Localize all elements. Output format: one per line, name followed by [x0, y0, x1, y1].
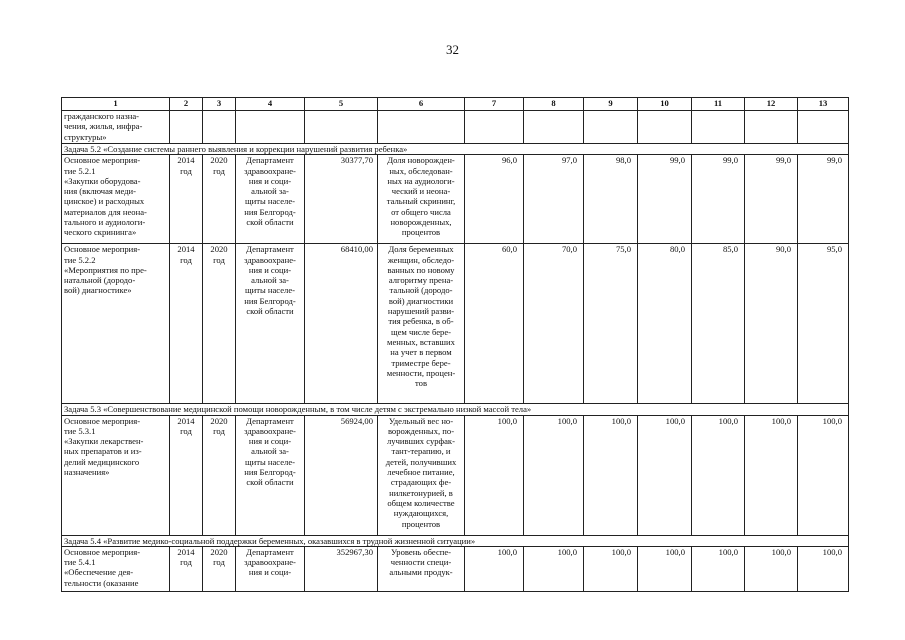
executor-cell: Департамент здравоохране- ния и соци- альной за- щиты населе- ния Белгород- ской области	[236, 155, 305, 244]
funding-cell: 352967,30	[305, 546, 378, 591]
value-cell: 100,0	[465, 415, 524, 535]
end-year-cell: 2020 год	[203, 415, 236, 535]
value-cell: 95,0	[798, 244, 849, 404]
col-header-11: 11	[692, 98, 745, 111]
funding-cell: 30377,70	[305, 155, 378, 244]
task-row-5-4	[62, 535, 849, 546]
funding-cell: 56924,00	[305, 415, 378, 535]
value-cell: 100,0	[524, 546, 584, 591]
value-cell: 100,0	[584, 415, 638, 535]
value-cell: 99,0	[745, 155, 798, 244]
indicator-cell: Доля беременных женщин, обследо- ванных по новому алгоритму прена- тальной (дородо- вой) диагностики нарушений разви- тия ребенка, в об- щем числе бере- менных, вставших на учет в первом триместре бере- менности, процен- тов	[378, 244, 465, 404]
start-year-cell: 2014 год	[170, 244, 203, 404]
end-year-cell: 2020 год	[203, 546, 236, 591]
table-row-5-2-2	[62, 244, 849, 404]
value-cell: 75,0	[584, 244, 638, 404]
task-heading: Задача 5.2 «Создание системы раннего выявления и коррекции нарушений развития ребенка»	[62, 144, 849, 155]
end-year-cell: 2020 год	[203, 244, 236, 404]
task-heading: Задача 5.4 «Развитие медико-социальной поддержки беременных, оказавшихся в трудной жизненной ситуации»	[62, 535, 849, 546]
value-cell: 100,0	[524, 415, 584, 535]
executor-cell: Департамент здравоохране- ния и соци-	[236, 546, 305, 591]
col-header-7: 7	[465, 98, 524, 111]
header-row	[62, 98, 849, 111]
table-row-5-2-1	[62, 155, 849, 244]
value-cell: 99,0	[692, 155, 745, 244]
value-cell: 85,0	[692, 244, 745, 404]
start-year-cell: 2014 год	[170, 546, 203, 591]
page-number: 32	[446, 42, 459, 57]
value-cell: 99,0	[638, 155, 692, 244]
value-cell: 80,0	[638, 244, 692, 404]
col-header-13: 13	[798, 98, 849, 111]
value-cell: 100,0	[638, 546, 692, 591]
value-cell: 100,0	[745, 415, 798, 535]
executor-cell: Департамент здравоохране- ния и соци- альной за- щиты населе- ния Белгород- ской области	[236, 415, 305, 535]
value-cell: 60,0	[465, 244, 524, 404]
value-cell: 100,0	[465, 546, 524, 591]
col-header-1: 1	[62, 98, 170, 111]
value-cell: 70,0	[524, 244, 584, 404]
end-year-cell: 2020 год	[203, 155, 236, 244]
value-cell: 98,0	[584, 155, 638, 244]
col-header-12: 12	[745, 98, 798, 111]
indicator-cell: Уровень обеспе- ченности специ- альными продук-	[378, 546, 465, 591]
value-cell: 100,0	[798, 546, 849, 591]
col-header-5: 5	[305, 98, 378, 111]
col-header-6: 6	[378, 98, 465, 111]
task-row-5-2	[62, 144, 849, 155]
value-cell: 100,0	[798, 415, 849, 535]
executor-cell: Департамент здравоохране- ния и соци- альной за- щиты населе- ния Белгород- ской области	[236, 244, 305, 404]
col-header-3: 3	[203, 98, 236, 111]
col-header-10: 10	[638, 98, 692, 111]
value-cell: 96,0	[465, 155, 524, 244]
value-cell: 100,0	[692, 415, 745, 535]
value-cell: 99,0	[798, 155, 849, 244]
program-table	[61, 97, 849, 592]
indicator-cell: Доля новорожден- ных, обследован- ных на аудиологи- ческий и неона- тальный скрининг, от общего числа новорожденных, процентов	[378, 155, 465, 244]
measure-name-cell: Основное мероприя- тие 5.2.1 «Закупки оборудова- ния (включая меди- цинское) и расходных материалов для неона- тального и аудиологи- ческого скрининга»	[62, 155, 170, 244]
col-header-2: 2	[170, 98, 203, 111]
value-cell: 100,0	[584, 546, 638, 591]
indicator-cell: Удельный вес но- ворожденных, по- лучивших сурфак- тант-терапию, и детей, получивших лечебное питание, страдающих фе- нилкетонурией, в общем количестве нуждающихся, процентов	[378, 415, 465, 535]
task-row-5-3	[62, 404, 849, 415]
col-header-8: 8	[524, 98, 584, 111]
value-cell: 97,0	[524, 155, 584, 244]
measure-name-cell: Основное мероприя- тие 5.3.1 «Закупки лекарствен- ных препаратов и из- делий медицинского назначения»	[62, 415, 170, 535]
table-row-5-4-1	[62, 546, 849, 591]
measure-name-cell: Основное мероприя- тие 5.4.1 «Обеспечение дея- тельности (оказание	[62, 546, 170, 591]
value-cell: 100,0	[745, 546, 798, 591]
col-header-9: 9	[584, 98, 638, 111]
value-cell: 100,0	[638, 415, 692, 535]
value-cell: 90,0	[745, 244, 798, 404]
funding-cell: 68410,00	[305, 244, 378, 404]
col-header-4: 4	[236, 98, 305, 111]
value-cell: 100,0	[692, 546, 745, 591]
measure-name-cell: Основное мероприя- тие 5.2.2 «Мероприятия по пре- натальной (дородо- вой) диагностике»	[62, 244, 170, 404]
table-row-5-3-1	[62, 415, 849, 535]
start-year-cell: 2014 год	[170, 415, 203, 535]
task-heading: Задача 5.3 «Совершенствование медицинской помощи новорожденным, в том числе детям с экстремально низкой массой тела»	[62, 404, 849, 415]
start-year-cell: 2014 год	[170, 155, 203, 244]
measure-name-cell: гражданского назна- чения, жилья, инфра- структуры»	[62, 111, 170, 144]
table-row-continuation	[62, 111, 849, 144]
